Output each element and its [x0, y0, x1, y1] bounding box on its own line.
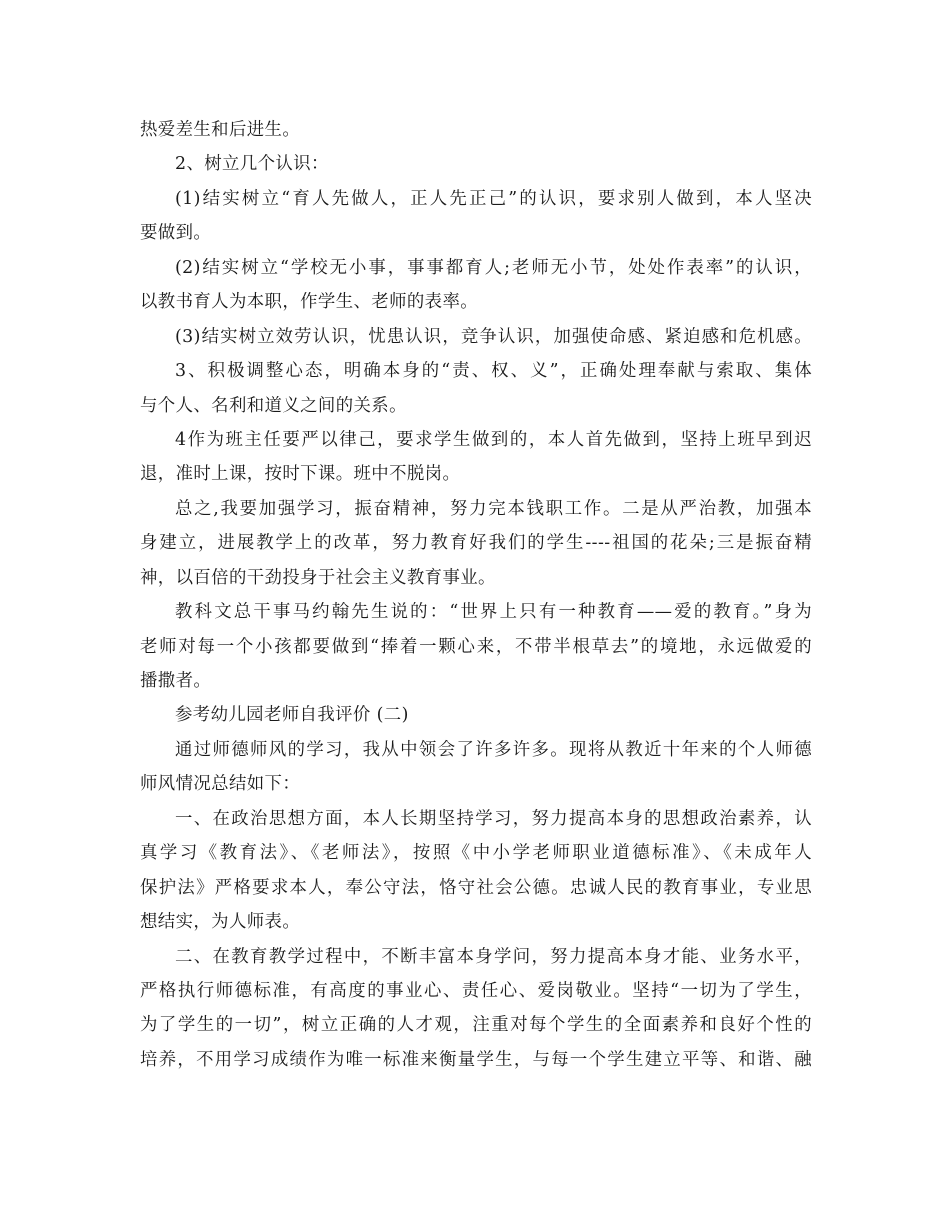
text-line: (2)结实树立“学校无小事，事事都育人;老师无小节，处处作表率”的认识， [175, 257, 812, 278]
text-line: 真学习《教育法》、《老师法》，按照《中小学老师职业道德标准》、《未成年人 [140, 843, 812, 864]
text-line: 与个人、名利和道义之间的关系。 [140, 395, 407, 416]
text-line: 通过师德师风的学习，我从中领会了许多许多。现将从教近十年来的个人师德 [175, 739, 812, 760]
text-line: 教科文总干事马约翰先生说的：“世界上只有一种教育——爱的教育。”身为 [175, 602, 812, 623]
text-line: 身建立，进展教学上的改革，努力教育好我们的学生----祖国的花朵;三是振奋精 [140, 533, 812, 554]
text-line: 严格执行师德标准，有高度的事业心、责任心、爱岗敬业。坚持“一切为了学生， [140, 980, 812, 1001]
text-line: 想结实，为人师表。 [140, 912, 301, 933]
text-line: 3、积极调整心态，明确本身的“责、权、义”，正确处理奉献与索取、集体 [175, 361, 812, 382]
text-line: 4作为班主任要严以律己，要求学生做到的，本人首先做到，坚持上班早到迟 [175, 429, 812, 450]
text-line: 热爱差生和后进生。 [140, 120, 301, 140]
text-line: 一、在政治思想方面，本人长期坚持学习，努力提高本身的思想政治素养，认 [175, 808, 812, 829]
text-line: 以教书育人为本职，作学生、老师的表率。 [140, 292, 479, 313]
text-line: 总之,我要加强学习，振奋精神，努力完本钱职工作。二是从严治教，加强本 [175, 498, 812, 519]
text-line: 老师对每一个小孩都要做到“捧着一颗心来，不带半根草去”的境地，永远做爱的 [140, 636, 812, 657]
text-line: 保护法》严格要求本人，奉公守法，恪守社会公德。忠诚人民的教育事业，专业思 [140, 877, 812, 898]
text-line: 要做到。 [140, 223, 212, 244]
text-line: 神，以百倍的干劲投身于社会主义教育事业。 [140, 567, 496, 588]
text-line: 2、树立几个认识： [175, 154, 329, 175]
text-line: 退，准时上课，按时下课。班中不脱岗。 [140, 464, 461, 485]
text-line: 参考幼儿园老师自我评价 (二) [175, 705, 409, 726]
text-line: 二、在教育教学过程中，不断丰富本身学问，努力提高本身才能、业务水平， [175, 946, 812, 967]
text-line: (3)结实树立效劳认识，忧患认识，竞争认识，加强使命感、紧迫感和危机感。 [175, 326, 812, 347]
text-line: (1)结实树立“育人先做人，正人先正己”的认识，要求别人做到，本人坚决 [175, 188, 812, 209]
text-line: 培养，不用学习成绩作为唯一标准来衡量学生，与每一个学生建立平等、和谐、融 [140, 1049, 812, 1070]
document-page [140, 113, 812, 1077]
text-line: 播撒者。 [140, 671, 212, 691]
text-line: 师风情况总结如下： [140, 774, 301, 795]
text-line: 为了学生的一切”，树立正确的人才观，注重对每个学生的全面素养和良好个性的 [140, 1015, 812, 1036]
